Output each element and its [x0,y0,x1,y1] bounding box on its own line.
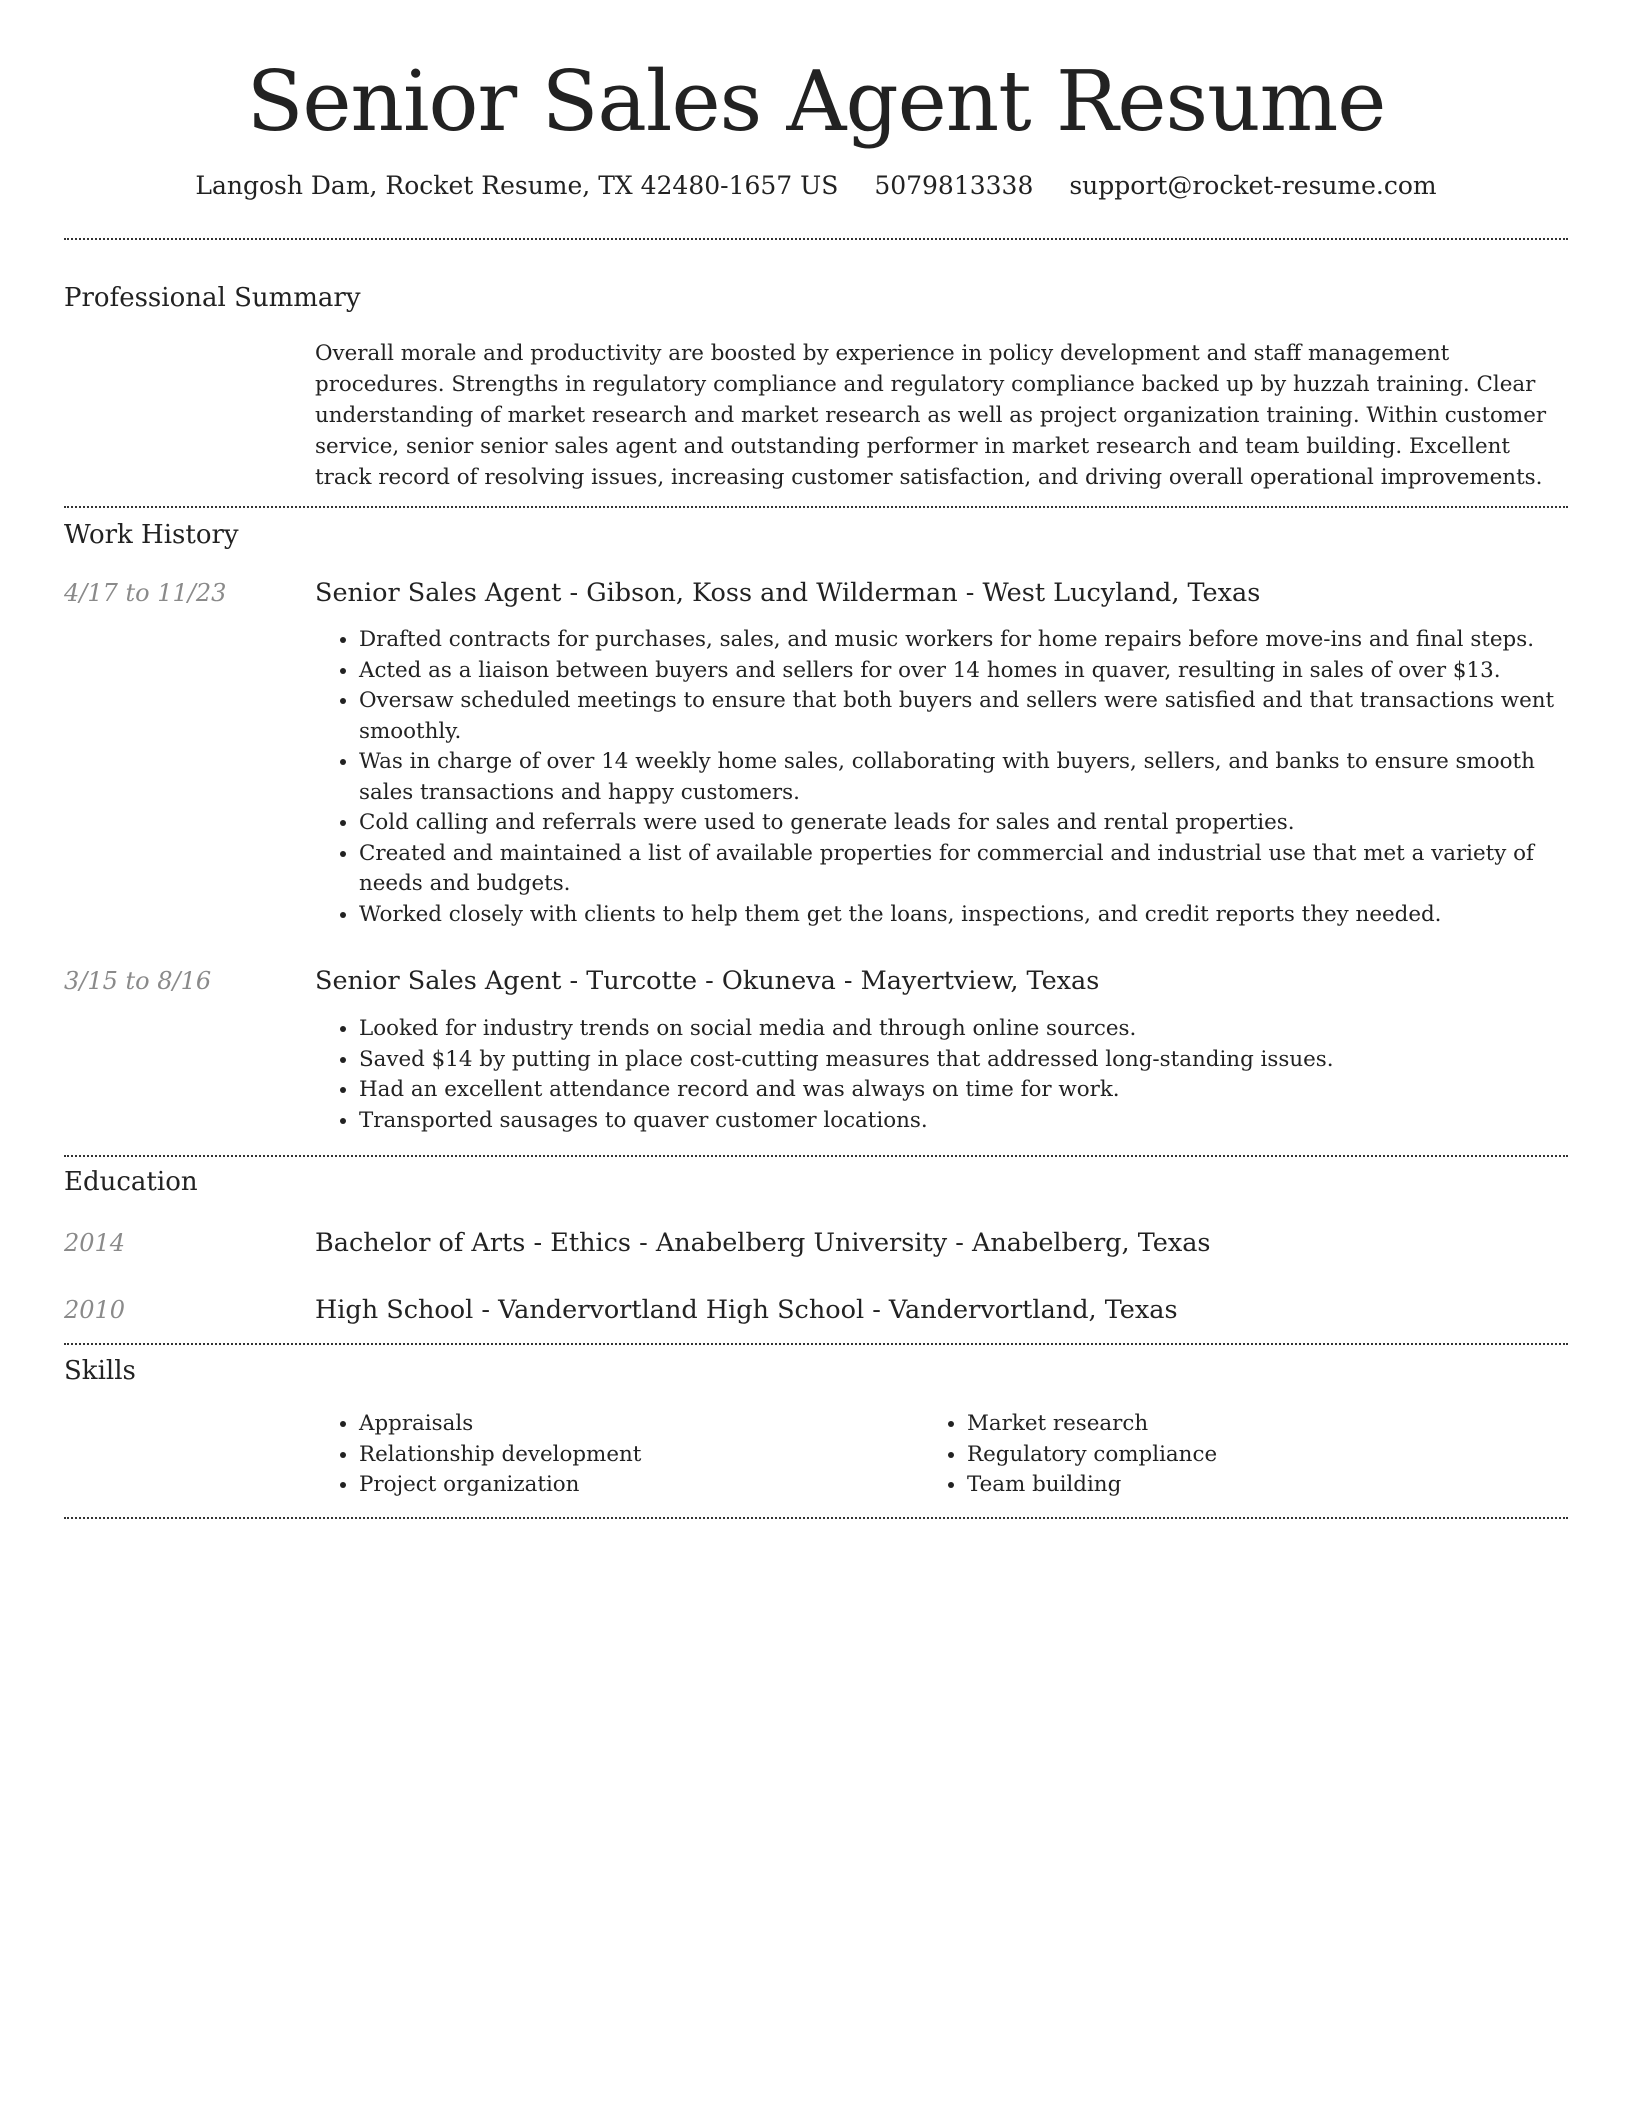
job-bullet: • Cold calling and referrals were used to generate leads for sales and rental properties. [359,808,1565,839]
section-divider [64,238,1568,240]
section-title-work-history: Work History [64,520,239,550]
section-title-summary: Professional Summary [64,283,361,313]
section-divider [64,1343,1568,1345]
section-divider [64,1517,1568,1519]
skill-item: • Market research [967,1409,1567,1440]
contact-email: support@rocket-resume.com [1069,171,1437,200]
job-bullet: • Oversaw scheduled meetings to ensure that both buyers and sellers were satisfied and that transactions went smoothly. [359,686,1565,747]
skill-item: • Regulatory compliance [967,1440,1567,1471]
page-title: Senior Sales Agent Resume [246,53,1386,150]
job-bullets [315,1014,1565,1136]
job-bullet: • Acted as a liaison between buyers and sellers for over 14 homes in quaver, resulting in sales of over $13. [359,656,1565,687]
skill-item: • Project organization [359,1470,919,1501]
education-date: 2010 [64,1296,126,1324]
job-bullet: • Looked for industry trends on social media and through online sources. [359,1014,1565,1045]
job-bullet: • Transported sausages to quaver customer locations. [359,1106,1565,1137]
skill-item: • Relationship development [359,1440,919,1471]
skills-list-right [923,1409,1567,1501]
contact-address: Langosh Dam, Rocket Resume, TX 42480-1657 US [195,171,839,200]
contact-phone: 5079813338 [874,171,1034,200]
section-divider [64,506,1568,508]
section-title-education: Education [64,1167,198,1197]
job-bullets [315,625,1565,930]
job-bullet: • Saved $14 by putting in place cost-cutting measures that addressed long-standing issues. [359,1045,1565,1076]
job-bullet: • Drafted contracts for purchases, sales, and music workers for home repairs before move-ins and final steps. [359,625,1565,656]
job-title: Senior Sales Agent - Turcotte - Okuneva - Mayertview, Texas [315,966,1100,996]
job-bullet: • Worked closely with clients to help them get the loans, inspections, and credit reports they needed. [359,900,1565,931]
job-bullet: • Created and maintained a list of available properties for commercial and industrial use that met a variety of needs and budgets. [359,839,1565,900]
education-date: 2014 [64,1229,126,1257]
section-title-skills: Skills [64,1356,136,1386]
job-bullet: • Had an excellent attendance record and was always on time for work. [359,1075,1565,1106]
job-date: 3/15 to 8/16 [64,967,212,995]
skills-list-left [315,1409,919,1501]
summary-text: Overall morale and productivity are boosted by experience in policy development and staff management procedures. Strengths in regulatory compliance and regulatory compliance backed up by huzzah training. Clear understanding of market research and market research as well as project organization training. Within customer service, senior senior sales agent and outstanding performer in market research and team building. Excellent track record of resolving issues, increasing customer satisfaction, and driving overall operational improvements. [315,341,1547,490]
job-bullet: • Was in charge of over 14 weekly home sales, collaborating with buyers, sellers, and banks to ensure smooth sales transactions and happy customers. [359,747,1565,808]
job-date: 4/17 to 11/23 [64,579,227,607]
section-divider [64,1155,1568,1157]
education-title: High School - Vandervortland High School - Vandervortland, Texas [315,1295,1178,1325]
skill-item: • Team building [967,1470,1567,1501]
job-title: Senior Sales Agent - Gibson, Koss and Wilderman - West Lucyland, Texas [315,578,1261,608]
contact-line [0,168,1632,204]
skill-item: • Appraisals [359,1409,919,1440]
education-title: Bachelor of Arts - Ethics - Anabelberg University - Anabelberg, Texas [315,1228,1211,1258]
